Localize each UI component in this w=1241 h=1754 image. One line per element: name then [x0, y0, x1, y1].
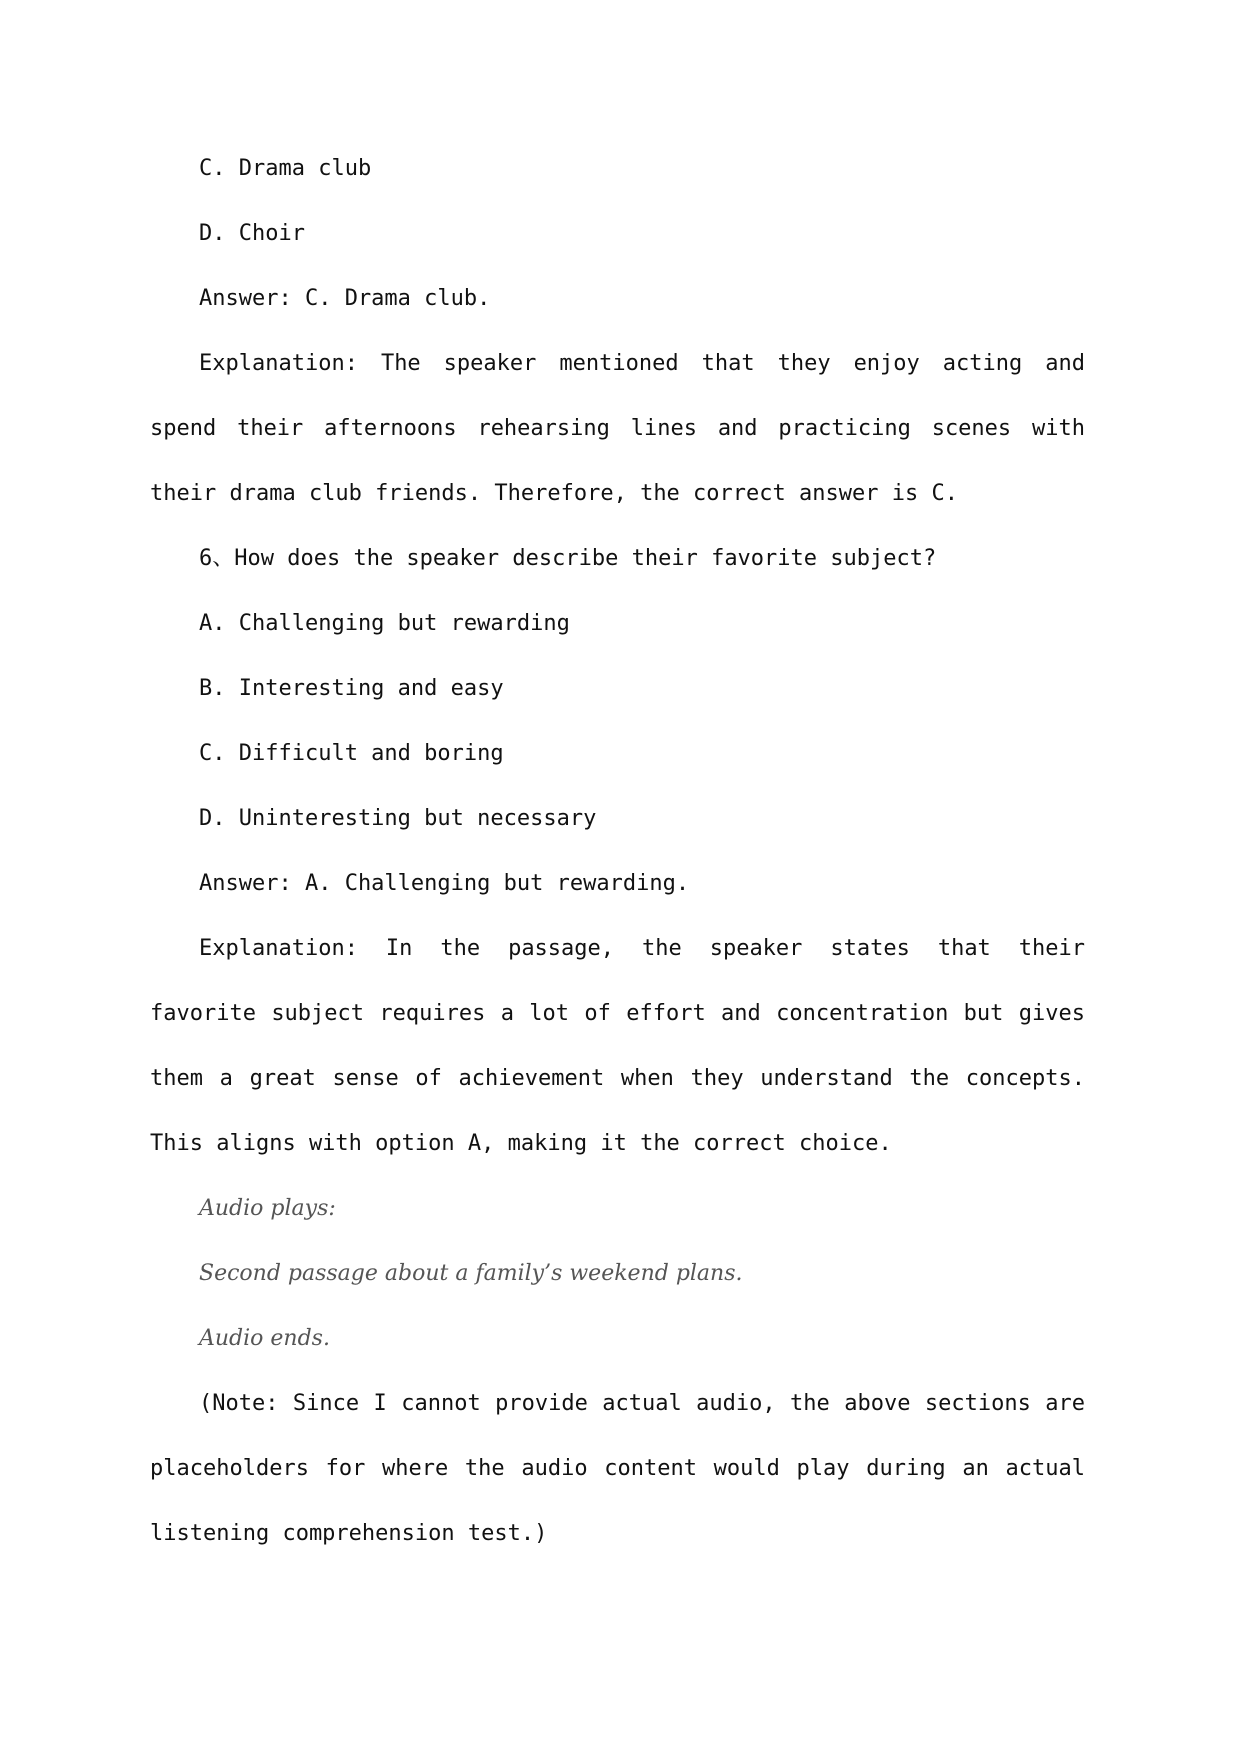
question-6: 6、How does the speaker describe their favorite subject?	[199, 546, 937, 571]
audio-plays-label: Audio plays:	[199, 1196, 336, 1221]
option-d-choir: D. Choir	[199, 221, 305, 246]
option-c-drama-club: C. Drama club	[199, 156, 372, 181]
option-a-challenging: A. Challenging but rewarding	[199, 611, 570, 636]
option-d-uninteresting: D. Uninteresting but necessary	[199, 806, 597, 831]
option-c-difficult: C. Difficult and boring	[199, 741, 504, 766]
explanation-question-5: Explanation: The speaker mentioned that they enjoy acting and spend their afternoons rehearsing lines and practicing scenes with their drama club friends. Therefore, the correct answer is C.	[150, 351, 1085, 506]
document-body	[150, 136, 1085, 1566]
explanation-question-6: Explanation: In the passage, the speaker states that their favorite subject requires a lot of effort and concentration but gives them a great sense of achievement when they understand the concepts. This aligns with option A, making it the correct choice.	[150, 936, 1085, 1156]
audio-passage-description: Second passage about a family’s weekend plans.	[199, 1261, 743, 1286]
note-paragraph: (Note: Since I cannot provide actual audio, the above sections are placeholders for where the audio content would play during an actual listening comprehension test.)	[150, 1391, 1085, 1546]
answer-question-6: Answer: A. Challenging but rewarding.	[199, 871, 690, 896]
option-b-interesting: B. Interesting and easy	[199, 676, 504, 701]
audio-ends-label: Audio ends.	[199, 1326, 330, 1351]
answer-question-5: Answer: C. Drama club.	[199, 286, 491, 311]
